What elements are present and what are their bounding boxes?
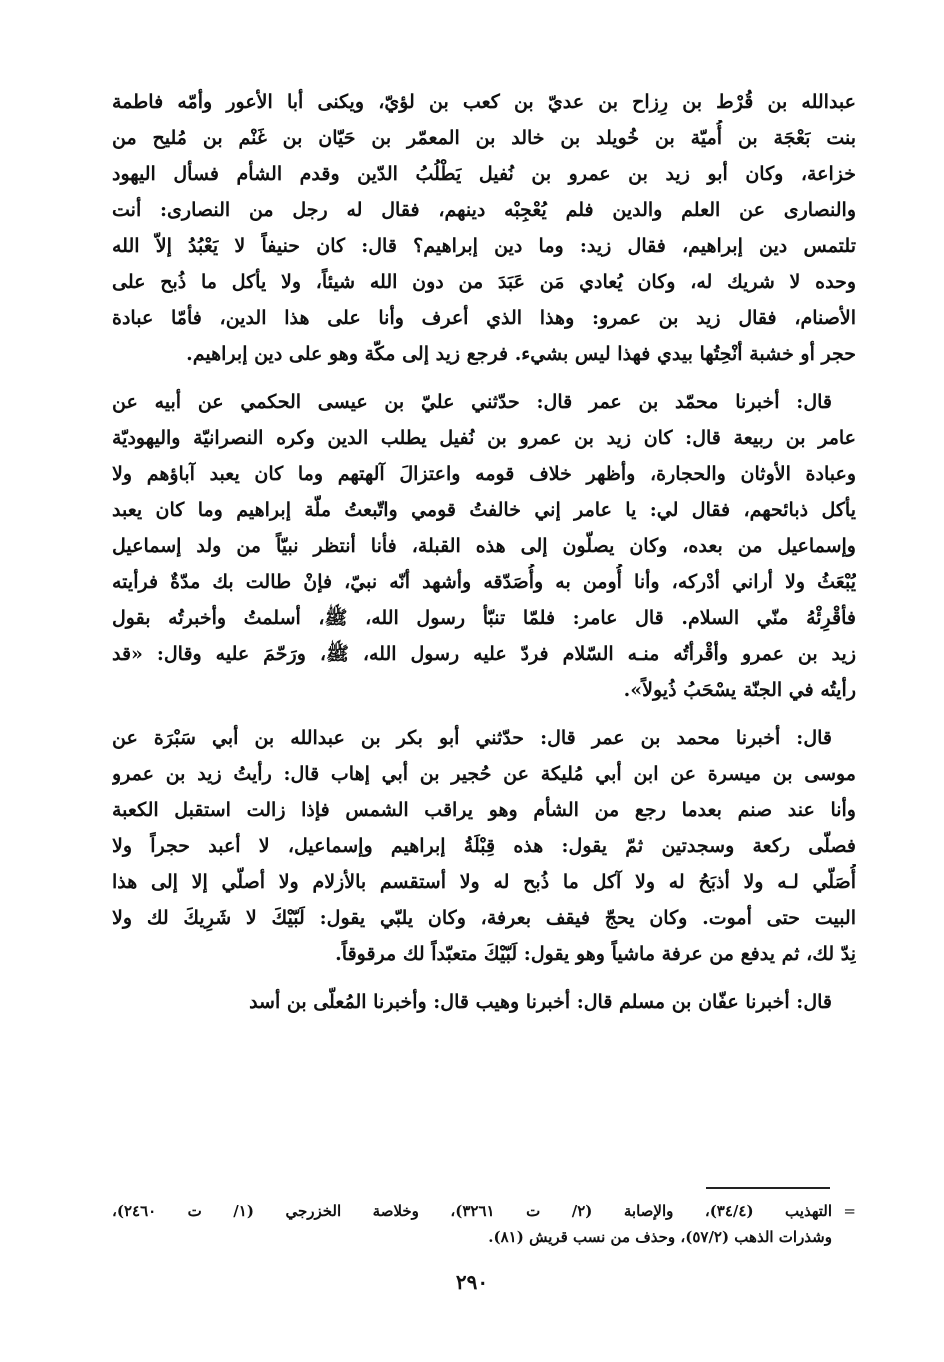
- text-line: أُصَلّي لـه ولا أذبَحُ له ولا آكل ما ذُبح له ولا أستقسم بالأزلام ولا أصلّي إلا إلى هذا: [112, 871, 856, 893]
- text-line: وإسماعيل من بعده، وكان يصلّون إلى هذه القبلة، فأنا أنتظر نبيّاً من ولد إسماعيل: [112, 535, 856, 557]
- text-line: رأيتُه في الجنّة يسْحَبُ ذُيولاً».: [623, 679, 856, 701]
- text-line: وحده لا شريك له، وكان يُعادي مَن عَبَدَ من دون الله شيئاً، ولا يأكل ما ذُبح على: [112, 271, 856, 293]
- text-line: الأصنام، فقال زيد بن عمرو: وهذا الذي أعرف وأنا على هذا الدين، فأمّا عبادة: [112, 307, 856, 329]
- text-line: قال: أخبرنا عفّان بن مسلم قال: أخبرنا وهيب قال: وأخبرنا المُعلّى بن أسد: [249, 991, 832, 1013]
- text-line: فصلّى ركعة وسجدتين ثمّ يقول: هذه قِبْلَةُ إبراهيم وإسماعيل، لا أعبد حجراً ولا: [112, 835, 856, 857]
- text-line: البيت حتى أموت. وكان يحجّ فيقف بعرفة، وكان يلبّي يقول: لَبّيْكَ لا شَرِيكَ لك ولا: [112, 907, 856, 929]
- page-number: ٢٩٠: [455, 1270, 489, 1294]
- footnote-line: التهذيب (٣٤/٤)، والإصابة (٢/ ت ٣٢٦١)، وخلاصة الخزرجي (١/ ت ٢٤٦٠)،: [112, 1202, 833, 1220]
- paragraph: [112, 384, 856, 708]
- text-line: يأكل ذبائحهم، فقال لي: يا عامر إني خالفتُ قومي واتّبعتُ ملّة إبراهيم وما كان يعبد: [112, 499, 856, 521]
- text-line: خزاعة، وكان أبو زيد بن عمرو بن نُفيل يَطْلُبُ الدّين وقدم الشأم فسأل اليهود: [112, 163, 856, 185]
- paragraph: [112, 84, 856, 372]
- text-line: حجر أو خشبة أنْحِتُها بيدي فهذا ليس بشيء. فرجع زيد إلى مكّة وهو على دين إبراهيم.: [186, 343, 856, 365]
- footnote: [112, 1198, 856, 1250]
- text-line: والنصارى عن العلم والدين فلم يُعْجِبْه دينهم، فقال له رجل من النصارى: أنت: [112, 199, 856, 221]
- text-line: قال: أخبرنا محمد بن عمر قال: حدّثني أبو بكر بن عبدالله بن أبي سَبْرَة عن: [112, 727, 832, 749]
- text-line: قال: أخبرنا محمّد بن عمر قال: حدّثني عليّ بن عيسى الحكمي عن أبيه عن: [112, 391, 832, 413]
- text-line: موسى بن ميسرة عن ابن أبي مُليكة عن حُجير بن أبي إهاب قال: رأيتُ زيد بن عمرو: [112, 763, 856, 785]
- main-text: [112, 84, 856, 1020]
- footnote-continuation-marker: =: [843, 1202, 856, 1220]
- paragraph: [112, 984, 856, 1020]
- text-line: يُبْعَثُ ولا أراني أدْركه، وأنا أُومن به وأُصَدّقه وأشهد أنّه نبيّ، فإنْ طالت بك مدّةٌ فرأيته: [112, 571, 856, 593]
- text-line: وأنا عند صنم بعدما رجع من الشأم وهو يراقب الشمس فإذا زالت استقبل الكعبة: [112, 799, 856, 821]
- text-line: عامر بن ربيعة قال: كان زيد بن عمرو بن نُفيل يطلب الدين وكره النصرانيّة واليهوديّة: [112, 427, 856, 449]
- text-line: فأقْرِئْهُ منّي السلام. قال عامر: فلمّا تنبّأ رسول الله، ﷺ، أسلمتُ وأخبرتُه بقول: [112, 607, 856, 629]
- paragraph: [112, 720, 856, 972]
- footnote-separator: [706, 1187, 830, 1189]
- text-line: عبدالله بن قُرْط بن رِزاح بن عديّ بن كعب بن لؤيّ، ويكنى أبا الأعور وأمّه فاطمة: [112, 91, 856, 113]
- footnote-line: وشذرات الذهب (٥٧/٢)، وحذف من نسب قريش (٨١).: [488, 1228, 832, 1246]
- text-line: نِدّ لك، ثم يدفع من عرفة ماشياً وهو يقول: لَبّيْكَ متعبّداً لك مرقوقاً.: [335, 943, 856, 965]
- text-line: وعبادة الأوثان والحجارة، وأظهر خلاف قومه واعتزالَ آلهتهم وما كان يعبد آباؤهم ولا: [112, 463, 856, 485]
- text-line: بنت بَعْجَة بن أُميّة بن خُويلد بن خالد بن المعمّر بن حَيّان بن غَنْم بن مُليح من: [112, 127, 856, 149]
- text-line: تلتمس دين إبراهيم، فقال زيد: وما دين إبراهيم؟ قال: كان حنيفاً لا يَعْبُدُ إلاّ الله: [112, 235, 856, 257]
- text-line: زيد بن عمرو وأقْرأتُه منـه السّلام فردّ عليه رسول الله، ﷺ، ورَحّمَ عليه وقال: «قد: [112, 643, 856, 665]
